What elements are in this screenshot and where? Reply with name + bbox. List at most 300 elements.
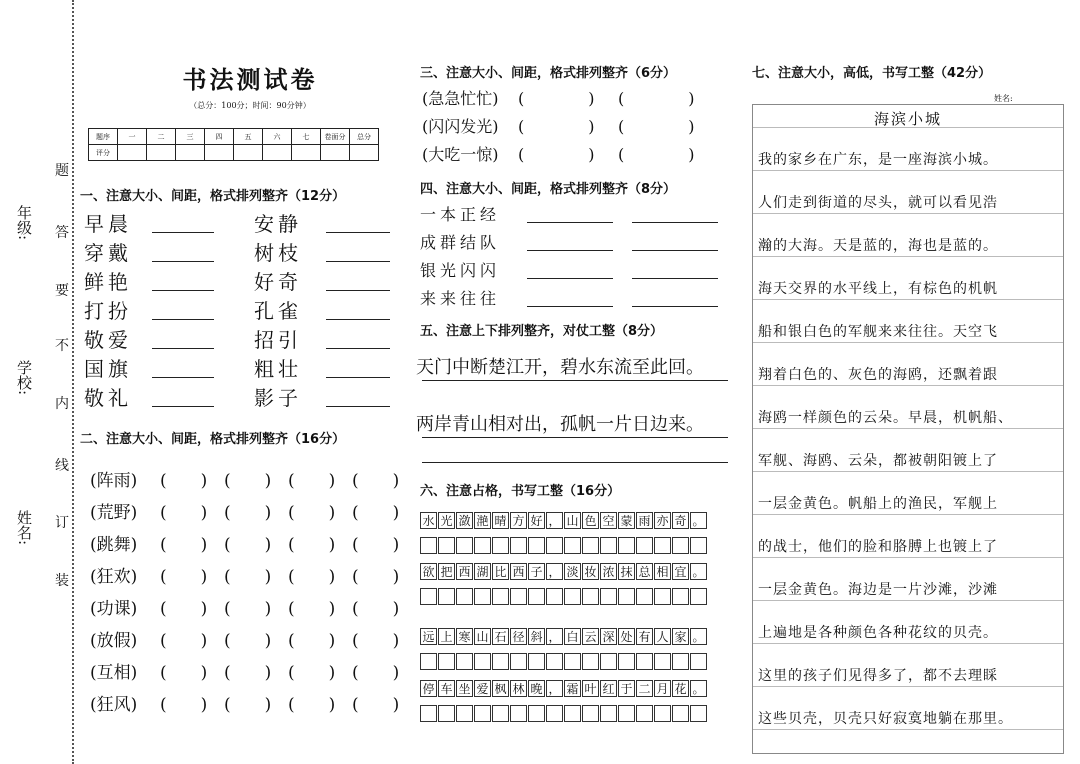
grid-cell[interactable] bbox=[510, 537, 527, 554]
essay-rule bbox=[753, 686, 1063, 687]
answer-parens[interactable]: ( ) bbox=[224, 471, 272, 491]
answer-parens[interactable]: ( ) bbox=[224, 567, 272, 587]
grid-cell: 相 bbox=[654, 563, 671, 580]
answer-parens[interactable]: ( ) bbox=[288, 631, 336, 651]
grid-cell[interactable] bbox=[438, 705, 455, 722]
practice-word: 影子 bbox=[254, 386, 302, 410]
writing-blank[interactable] bbox=[326, 348, 390, 349]
grid-cell: 二 bbox=[636, 680, 653, 697]
practice-word: 国旗 bbox=[84, 357, 132, 381]
grid-cell: 西 bbox=[510, 563, 527, 580]
answer-parens[interactable]: ( ) bbox=[618, 145, 695, 164]
practice-word: 招引 bbox=[254, 328, 302, 352]
grid-cell: 远 bbox=[420, 628, 437, 645]
writing-blank[interactable] bbox=[326, 319, 390, 320]
grid-cell[interactable] bbox=[420, 705, 437, 722]
writing-grid-filled bbox=[420, 512, 708, 529]
seal-char: 不 bbox=[55, 338, 69, 354]
grid-cell[interactable] bbox=[510, 705, 527, 722]
essay-line: 的战士，他们的脸和胳膊上也镀上了 bbox=[758, 539, 998, 555]
section2-row bbox=[90, 466, 416, 491]
essay-line: 一层金黄色。海边是一片沙滩，沙滩 bbox=[758, 582, 998, 598]
score-cell[interactable] bbox=[321, 145, 350, 161]
grid-cell: 淡 bbox=[564, 563, 581, 580]
grid-cell: 处 bbox=[618, 628, 635, 645]
grid-cell: 山 bbox=[564, 512, 581, 529]
essay-line: 上遍地是各种颜色各种花纹的贝壳。 bbox=[758, 625, 998, 641]
practice-word: (急急忙忙) bbox=[422, 89, 499, 108]
writing-blank[interactable] bbox=[527, 250, 613, 251]
grid-cell: 叶 bbox=[582, 680, 599, 697]
answer-parens[interactable]: ( ) bbox=[352, 631, 400, 651]
practice-word: (狂欢) bbox=[90, 567, 138, 587]
grid-cell[interactable] bbox=[600, 653, 617, 670]
practice-word: (大吃一惊) bbox=[422, 145, 499, 164]
essay-rule bbox=[753, 342, 1063, 343]
grid-cell[interactable] bbox=[654, 653, 671, 670]
essay-rule bbox=[753, 643, 1063, 644]
grid-cell[interactable] bbox=[636, 705, 653, 722]
answer-parens[interactable]: ( ) bbox=[288, 503, 336, 523]
writing-blank[interactable] bbox=[152, 232, 214, 233]
essay-rule bbox=[753, 385, 1063, 386]
section5-heading: 五、注意上下排列整齐，对仗工整（8分） bbox=[420, 324, 664, 339]
grid-cell: 蒙 bbox=[618, 512, 635, 529]
writing-line[interactable] bbox=[422, 462, 728, 463]
grid-cell[interactable] bbox=[582, 537, 599, 554]
grid-cell[interactable] bbox=[690, 705, 707, 722]
practice-word: 孔雀 bbox=[254, 299, 302, 323]
grid-cell: 比 bbox=[492, 563, 509, 580]
answer-parens[interactable]: ( ) bbox=[352, 695, 400, 715]
section2-row bbox=[90, 530, 416, 555]
section2-row bbox=[90, 562, 416, 587]
grid-cell: 把 bbox=[438, 563, 455, 580]
writing-blank[interactable] bbox=[152, 406, 214, 407]
essay-name-label: 姓名: bbox=[994, 94, 1013, 103]
grid-cell: 径 bbox=[510, 628, 527, 645]
writing-blank[interactable] bbox=[152, 319, 214, 320]
grid-cell: 抹 bbox=[618, 563, 635, 580]
practice-word: 一本正经 bbox=[420, 205, 501, 224]
grid-cell[interactable] bbox=[672, 653, 689, 670]
practice-word: 粗壮 bbox=[254, 357, 302, 381]
seal-char: 装 bbox=[55, 573, 69, 589]
grid-cell: 色 bbox=[582, 512, 599, 529]
grid-cell: 白 bbox=[564, 628, 581, 645]
answer-parens[interactable]: ( ) bbox=[518, 145, 595, 164]
score-cell[interactable] bbox=[147, 145, 176, 161]
grid-cell: 水 bbox=[420, 512, 437, 529]
grid-cell: 停 bbox=[420, 680, 437, 697]
essay-line: 海鸥一样颜色的云朵。早晨，机帆船、 bbox=[758, 410, 1013, 426]
writing-blank[interactable] bbox=[326, 290, 390, 291]
practice-word: 来来往往 bbox=[420, 289, 501, 308]
essay-line: 海天交界的水平线上，有棕色的机帆 bbox=[758, 281, 998, 297]
grid-cell: 寒 bbox=[456, 628, 473, 645]
score-cell[interactable] bbox=[176, 145, 205, 161]
score-header: 二 bbox=[147, 129, 176, 145]
score-cell[interactable] bbox=[118, 145, 147, 161]
essay-rule bbox=[753, 729, 1063, 730]
essay-title: 海滨小城 bbox=[873, 110, 942, 128]
section1-heading: 一、注意大小、间距，格式排列整齐（12分） bbox=[80, 189, 346, 204]
essay-rule bbox=[753, 557, 1063, 558]
grid-cell[interactable] bbox=[510, 653, 527, 670]
grid-cell[interactable] bbox=[600, 705, 617, 722]
answer-parens[interactable]: ( ) bbox=[352, 599, 400, 619]
grid-cell[interactable] bbox=[672, 537, 689, 554]
grid-cell[interactable] bbox=[420, 588, 437, 605]
answer-parens[interactable]: ( ) bbox=[518, 89, 595, 108]
writing-grid-filled bbox=[420, 628, 708, 645]
practice-word: 安静 bbox=[254, 212, 302, 236]
grid-cell[interactable] bbox=[672, 588, 689, 605]
grid-cell: 云 bbox=[582, 628, 599, 645]
essay-rule bbox=[753, 170, 1063, 171]
answer-parens[interactable]: ( ) bbox=[224, 535, 272, 555]
grid-cell[interactable] bbox=[600, 588, 617, 605]
writing-blank[interactable] bbox=[527, 278, 613, 279]
writing-blank[interactable] bbox=[632, 222, 718, 223]
answer-parens[interactable]: ( ) bbox=[160, 567, 208, 587]
section3-row bbox=[422, 142, 718, 165]
grid-cell: ， bbox=[546, 680, 563, 697]
grid-cell[interactable] bbox=[582, 705, 599, 722]
answer-parens[interactable]: ( ) bbox=[160, 631, 208, 651]
grid-cell: 家 bbox=[672, 628, 689, 645]
grid-cell[interactable] bbox=[456, 537, 473, 554]
name-label: 姓名: bbox=[15, 510, 33, 546]
grid-cell[interactable] bbox=[438, 537, 455, 554]
writing-line[interactable] bbox=[422, 437, 728, 438]
grid-cell: 花 bbox=[672, 680, 689, 697]
grid-cell[interactable] bbox=[456, 588, 473, 605]
grid-cell[interactable] bbox=[474, 537, 491, 554]
grid-cell: 子 bbox=[528, 563, 545, 580]
score-header: 卷面分 bbox=[321, 129, 350, 145]
grid-cell[interactable] bbox=[618, 588, 635, 605]
grid-cell[interactable] bbox=[636, 653, 653, 670]
answer-parens[interactable]: ( ) bbox=[518, 117, 595, 136]
answer-parens[interactable]: ( ) bbox=[160, 535, 208, 555]
grid-cell: 月 bbox=[654, 680, 671, 697]
grid-cell: 光 bbox=[438, 512, 455, 529]
grid-cell: 霜 bbox=[564, 680, 581, 697]
answer-parens[interactable]: ( ) bbox=[160, 471, 208, 491]
grid-cell[interactable] bbox=[636, 537, 653, 554]
essay-line: 一层金黄色。帆船上的渔民，军舰上 bbox=[758, 496, 998, 512]
score-table bbox=[88, 128, 379, 161]
essay-rule bbox=[753, 600, 1063, 601]
score-row-label: 评分 bbox=[89, 145, 118, 161]
answer-parens[interactable]: ( ) bbox=[288, 535, 336, 555]
practice-word: 穿戴 bbox=[84, 241, 132, 265]
grid-cell[interactable] bbox=[492, 653, 509, 670]
writing-blank[interactable] bbox=[632, 306, 718, 307]
score-header: 五 bbox=[234, 129, 263, 145]
answer-parens[interactable]: ( ) bbox=[224, 695, 272, 715]
writing-grid-filled bbox=[420, 563, 708, 580]
writing-blank[interactable] bbox=[326, 377, 390, 378]
grid-cell: 枫 bbox=[492, 680, 509, 697]
answer-parens[interactable]: ( ) bbox=[160, 503, 208, 523]
grid-cell[interactable] bbox=[438, 588, 455, 605]
score-cell[interactable] bbox=[292, 145, 321, 161]
grid-cell[interactable] bbox=[492, 588, 509, 605]
grid-cell: 有 bbox=[636, 628, 653, 645]
grid-cell[interactable] bbox=[420, 537, 437, 554]
answer-parens[interactable]: ( ) bbox=[288, 567, 336, 587]
answer-parens[interactable]: ( ) bbox=[352, 503, 400, 523]
answer-parens[interactable]: ( ) bbox=[618, 117, 695, 136]
practice-word: 银光闪闪 bbox=[420, 261, 501, 280]
answer-parens[interactable]: ( ) bbox=[288, 663, 336, 683]
practice-word: 敬爱 bbox=[84, 328, 132, 352]
writing-grid-empty bbox=[420, 537, 708, 554]
grid-cell: 。 bbox=[690, 563, 707, 580]
practice-word: (放假) bbox=[90, 631, 138, 651]
writing-blank[interactable] bbox=[152, 348, 214, 349]
writing-grid-empty bbox=[420, 653, 708, 670]
essay-line: 翔着白色的、灰色的海鸥，还飘着跟 bbox=[758, 367, 998, 383]
practice-word: 树枝 bbox=[254, 241, 302, 265]
grid-cell[interactable] bbox=[582, 653, 599, 670]
answer-parens[interactable]: ( ) bbox=[352, 567, 400, 587]
grid-cell[interactable] bbox=[528, 705, 545, 722]
practice-word: (互相) bbox=[90, 663, 138, 683]
score-cell[interactable] bbox=[350, 145, 379, 161]
grid-cell: 深 bbox=[600, 628, 617, 645]
essay-rule bbox=[753, 428, 1063, 429]
answer-parens[interactable]: ( ) bbox=[352, 663, 400, 683]
essay-rule bbox=[753, 256, 1063, 257]
grid-cell[interactable] bbox=[546, 588, 563, 605]
essay-line: 军舰、海鸥、云朵，都被朝阳镀上了 bbox=[758, 453, 998, 469]
grid-cell: 山 bbox=[474, 628, 491, 645]
grid-cell: ， bbox=[546, 512, 563, 529]
grid-cell: 欲 bbox=[420, 563, 437, 580]
section4-heading: 四、注意大小、间距，格式排列整齐（8分） bbox=[420, 182, 677, 197]
grade-label: 年级: bbox=[15, 205, 33, 241]
grid-cell[interactable] bbox=[564, 705, 581, 722]
grid-cell[interactable] bbox=[564, 653, 581, 670]
grid-cell: 奇 bbox=[672, 512, 689, 529]
grid-cell: 。 bbox=[690, 680, 707, 697]
grid-cell: 红 bbox=[600, 680, 617, 697]
grid-cell[interactable] bbox=[546, 653, 563, 670]
grid-cell[interactable] bbox=[654, 537, 671, 554]
grid-cell[interactable] bbox=[456, 705, 473, 722]
grid-cell: 于 bbox=[618, 680, 635, 697]
grid-cell: 湖 bbox=[474, 563, 491, 580]
grid-cell: 。 bbox=[690, 512, 707, 529]
grid-cell: 上 bbox=[438, 628, 455, 645]
essay-rule bbox=[753, 299, 1063, 300]
grid-cell[interactable] bbox=[618, 537, 635, 554]
grid-cell[interactable] bbox=[528, 588, 545, 605]
grid-cell[interactable] bbox=[474, 705, 491, 722]
poem-line: 天门中断楚江开，碧水东流至此回。 bbox=[416, 357, 704, 378]
writing-grid-empty bbox=[420, 705, 708, 722]
answer-parens[interactable]: ( ) bbox=[352, 471, 400, 491]
score-cell[interactable] bbox=[263, 145, 292, 161]
practice-word: 打扮 bbox=[84, 299, 132, 323]
grid-cell[interactable] bbox=[690, 653, 707, 670]
practice-word: 敬礼 bbox=[84, 386, 132, 410]
section3-row bbox=[422, 86, 718, 109]
writing-blank[interactable] bbox=[326, 406, 390, 407]
grid-cell[interactable] bbox=[546, 705, 563, 722]
practice-word: 鲜艳 bbox=[84, 270, 132, 294]
grid-cell[interactable] bbox=[528, 653, 545, 670]
score-header: 六 bbox=[263, 129, 292, 145]
grid-cell[interactable] bbox=[690, 537, 707, 554]
answer-parens[interactable]: ( ) bbox=[288, 599, 336, 619]
grid-cell[interactable] bbox=[492, 537, 509, 554]
grid-cell[interactable] bbox=[690, 588, 707, 605]
grid-cell[interactable] bbox=[528, 537, 545, 554]
grid-cell[interactable] bbox=[564, 537, 581, 554]
answer-parens[interactable]: ( ) bbox=[352, 535, 400, 555]
answer-parens[interactable]: ( ) bbox=[160, 663, 208, 683]
grid-cell: ， bbox=[546, 628, 563, 645]
grid-cell[interactable] bbox=[546, 537, 563, 554]
seal-char: 内 bbox=[55, 396, 69, 412]
section2-row bbox=[90, 594, 416, 619]
grid-cell[interactable] bbox=[474, 588, 491, 605]
grid-cell[interactable] bbox=[438, 653, 455, 670]
grid-cell: 林 bbox=[510, 680, 527, 697]
page-title: 书法测试卷 bbox=[182, 65, 318, 94]
grid-cell: 雨 bbox=[636, 512, 653, 529]
section2-row bbox=[90, 690, 416, 715]
score-cell[interactable] bbox=[234, 145, 263, 161]
grid-cell[interactable] bbox=[636, 588, 653, 605]
grid-cell: ， bbox=[546, 563, 563, 580]
writing-blank[interactable] bbox=[632, 278, 718, 279]
answer-parens[interactable]: ( ) bbox=[160, 695, 208, 715]
score-header: 总分 bbox=[350, 129, 379, 145]
grid-cell: 石 bbox=[492, 628, 509, 645]
score-header: 三 bbox=[176, 129, 205, 145]
essay-line: 这里的孩子们见得多了，都不去理睬 bbox=[758, 668, 998, 684]
section2-row bbox=[90, 498, 416, 523]
school-label: 学校: bbox=[15, 360, 33, 396]
seal-char: 线 bbox=[55, 458, 69, 474]
section3-row bbox=[422, 114, 718, 137]
section7-heading: 七、注意大小，高低，书写工整（42分） bbox=[752, 66, 992, 81]
practice-word: 早晨 bbox=[84, 212, 132, 236]
grid-cell[interactable] bbox=[492, 705, 509, 722]
writing-blank[interactable] bbox=[152, 377, 214, 378]
grid-cell[interactable] bbox=[672, 705, 689, 722]
answer-parens[interactable]: ( ) bbox=[224, 663, 272, 683]
seal-char: 订 bbox=[55, 515, 69, 531]
grid-cell: 妆 bbox=[582, 563, 599, 580]
grid-cell: 西 bbox=[456, 563, 473, 580]
essay-line: 人们走到街道的尽头，就可以看见浩 bbox=[758, 195, 998, 211]
answer-parens[interactable]: ( ) bbox=[288, 471, 336, 491]
grid-cell: 浓 bbox=[600, 563, 617, 580]
practice-word: (狂风) bbox=[90, 695, 138, 715]
writing-blank[interactable] bbox=[326, 261, 390, 262]
writing-blank[interactable] bbox=[527, 222, 613, 223]
grid-cell: 晚 bbox=[528, 680, 545, 697]
grid-cell: 潋 bbox=[456, 512, 473, 529]
grid-cell[interactable] bbox=[654, 705, 671, 722]
score-cell[interactable] bbox=[205, 145, 234, 161]
essay-line: 船和银白色的军舰来来往往。天空飞 bbox=[758, 324, 998, 340]
seal-char: 题 bbox=[55, 163, 69, 179]
writing-blank[interactable] bbox=[152, 290, 214, 291]
grid-cell[interactable] bbox=[510, 588, 527, 605]
writing-blank[interactable] bbox=[152, 261, 214, 262]
practice-word: (闪闪发光) bbox=[422, 117, 499, 136]
grid-cell[interactable] bbox=[618, 705, 635, 722]
grid-cell: 方 bbox=[510, 512, 527, 529]
practice-word: (功课) bbox=[90, 599, 138, 619]
grid-cell: 晴 bbox=[492, 512, 509, 529]
answer-parens[interactable]: ( ) bbox=[224, 599, 272, 619]
score-header: 一 bbox=[118, 129, 147, 145]
essay-rule bbox=[753, 213, 1063, 214]
writing-blank[interactable] bbox=[527, 306, 613, 307]
essay-line: 我的家乡在广东，是一座海滨小城。 bbox=[758, 152, 998, 168]
grid-cell[interactable] bbox=[582, 588, 599, 605]
grid-cell[interactable] bbox=[654, 588, 671, 605]
grid-cell[interactable] bbox=[618, 653, 635, 670]
grid-cell: 宜 bbox=[672, 563, 689, 580]
grid-cell: 好 bbox=[528, 512, 545, 529]
answer-parens[interactable]: ( ) bbox=[160, 599, 208, 619]
essay-rule bbox=[753, 471, 1063, 472]
practice-word: (荒野) bbox=[90, 503, 138, 523]
section2-heading: 二、注意大小、间距，格式排列整齐（16分） bbox=[80, 432, 346, 447]
writing-line[interactable] bbox=[422, 380, 728, 381]
seal-char: 要 bbox=[55, 283, 69, 299]
essay-box bbox=[752, 104, 1064, 754]
grid-cell[interactable] bbox=[564, 588, 581, 605]
essay-rule bbox=[753, 514, 1063, 515]
poem-line: 两岸青山相对出，孤帆一片日边来。 bbox=[416, 414, 704, 435]
page-subtitle: （总分：100分；时间：90分钟） bbox=[189, 101, 311, 110]
score-header: 四 bbox=[205, 129, 234, 145]
practice-word: (跳舞) bbox=[90, 535, 138, 555]
answer-parens[interactable]: ( ) bbox=[224, 503, 272, 523]
binding-line bbox=[72, 0, 74, 764]
grid-cell[interactable] bbox=[600, 537, 617, 554]
grid-cell[interactable] bbox=[474, 653, 491, 670]
writing-blank[interactable] bbox=[326, 232, 390, 233]
seal-char: 答 bbox=[55, 225, 69, 241]
grid-cell[interactable] bbox=[420, 653, 437, 670]
writing-grid-empty bbox=[420, 588, 708, 605]
grid-cell: 总 bbox=[636, 563, 653, 580]
section2-row bbox=[90, 626, 416, 651]
grid-cell: 亦 bbox=[654, 512, 671, 529]
essay-rule bbox=[753, 127, 1063, 128]
practice-word: (阵雨) bbox=[90, 471, 138, 491]
section2-row bbox=[90, 658, 416, 683]
answer-parens[interactable]: ( ) bbox=[288, 695, 336, 715]
grid-cell[interactable] bbox=[456, 653, 473, 670]
answer-parens[interactable]: ( ) bbox=[224, 631, 272, 651]
writing-blank[interactable] bbox=[632, 250, 718, 251]
grid-cell: 。 bbox=[690, 628, 707, 645]
practice-word: 成群结队 bbox=[420, 233, 501, 252]
answer-parens[interactable]: ( ) bbox=[618, 89, 695, 108]
